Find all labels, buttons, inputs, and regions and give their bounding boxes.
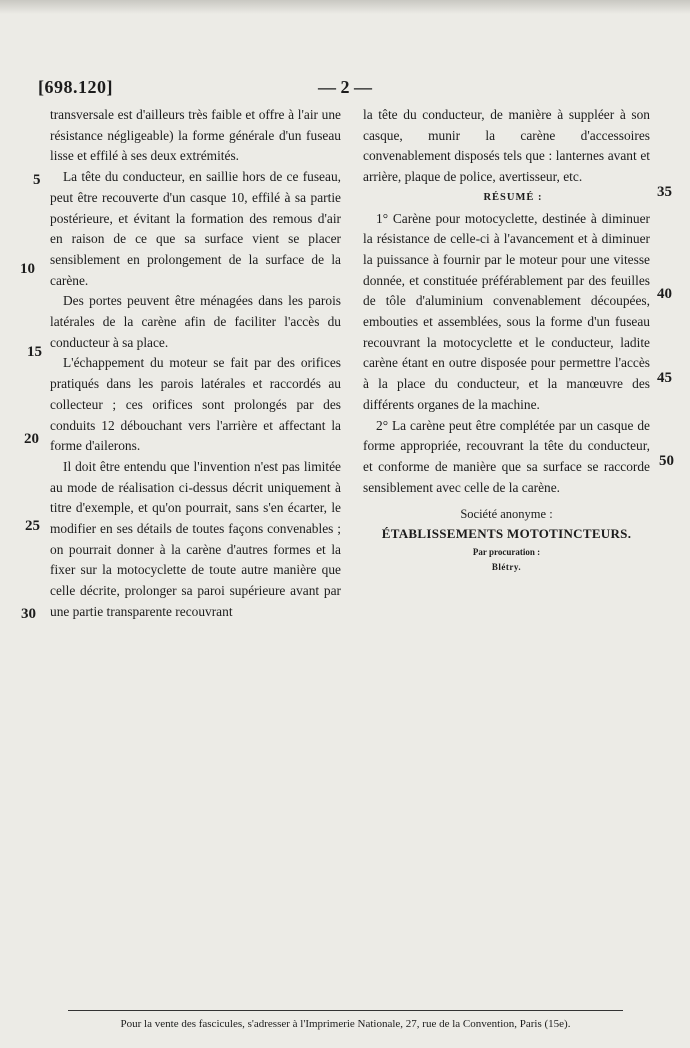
company-type: Société anonyme : bbox=[460, 507, 553, 522]
paragraph: Il doit être entendu que l'invention n'est pas limitée au mode de réalisation ci-dessus décrit uniquement à titre d'exemple, et qu'on pourrait, sans s'en écarter, le modifier en ses détails de toutes façons convenables ; on pourrait donner à la carène d'autres formes et la fixer sur la motocyclette de toute autre manière que celle décrite, prolonger sa paroi supérieure avant par une partie transparente recouvrant bbox=[50, 458, 341, 619]
line-number: 50 bbox=[659, 453, 674, 469]
line-number: 45 bbox=[657, 370, 672, 386]
line-number: 35 bbox=[657, 184, 672, 200]
line-number: 5 bbox=[33, 172, 41, 188]
claim-2: 2° La carène peut être complétée par un casque de forme appropriée, recouvrant la tête du conducteur, et conforme de manière que sa surface se raccorde sensiblement avec celle de la carène. bbox=[363, 417, 650, 495]
footer-divider bbox=[68, 1010, 623, 1011]
company-name: ÉTABLISSEMENTS MOTOTINCTEURS. bbox=[381, 526, 632, 542]
patent-number: [698.120] bbox=[38, 77, 113, 97]
line-number: 10 bbox=[20, 261, 35, 277]
paragraph: La tête du conducteur, en saillie hors de ce fuseau, peut être recouverte d'un casque 10, effilé à sa partie postérieure, et évitant la formation des remous d'air en raison de ce que sa surface vient se placer sensiblement en prolongement de la surface de la carène. bbox=[50, 169, 341, 288]
paragraph: L'échappement du moteur se fait par des orifices pratiqués dans les parois latérales et raccordés au collecteur ; ces orifices sont prolongés par des conduits 12 débouchant vers l'arrière et affectant la forme d'ailerons. bbox=[50, 355, 341, 454]
scan-edge bbox=[0, 0, 690, 14]
paragraph: la tête du conducteur, de manière à suppléer à son casque, munir la carène d'accessoires convenablement disposés tels que : lanternes avant et arrière, plaque de police, avertisseur, etc. bbox=[363, 107, 650, 185]
page-number: — 2 — bbox=[318, 77, 372, 97]
paragraph: Des portes peuvent être ménagées dans les parois latérales de la carène afin de faciliter l'accès du conducteur à sa place. bbox=[50, 293, 341, 350]
line-number: 40 bbox=[657, 286, 672, 302]
signature-block bbox=[363, 504, 650, 574]
left-column bbox=[50, 105, 341, 623]
paragraph: transversale est d'ailleurs très faible et offre à l'air une résistance négligeable) la forme générale d'un fuseau lisse et effilé à ses deux extrémités. bbox=[50, 107, 341, 164]
footer-note: Pour la vente des fascicules, s'adresser à l'Imprimerie Nationale, 27, rue de la Convention, Paris (15e). bbox=[120, 1018, 571, 1030]
procuration-label: Par procuration : bbox=[472, 547, 541, 558]
right-column bbox=[363, 105, 650, 574]
line-number: 30 bbox=[21, 606, 36, 622]
claim-1: 1° Carène pour motocyclette, destinée à diminuer la résistance de celle-ci à l'avancement et à diminuer la puissance à fournir par le moteur pour une vitesse donnée, et constituée préférablement par des feuilles de tôle d'aluminium convenablement découpées, embouties et assemblées, sous la forme d'un fuseau recouvrant la motocyclette et le conducteur, ladite carène étant en outre disposée pour permettre l'accès à la place du conducteur, et la manœuvre des différents organes de la machine. bbox=[363, 210, 650, 412]
line-number: 20 bbox=[24, 431, 39, 447]
line-number: 15 bbox=[27, 344, 42, 360]
signer-name: Blétry. bbox=[491, 562, 522, 573]
line-number: 25 bbox=[25, 518, 40, 534]
resume-heading: RÉSUMÉ : bbox=[483, 191, 543, 203]
